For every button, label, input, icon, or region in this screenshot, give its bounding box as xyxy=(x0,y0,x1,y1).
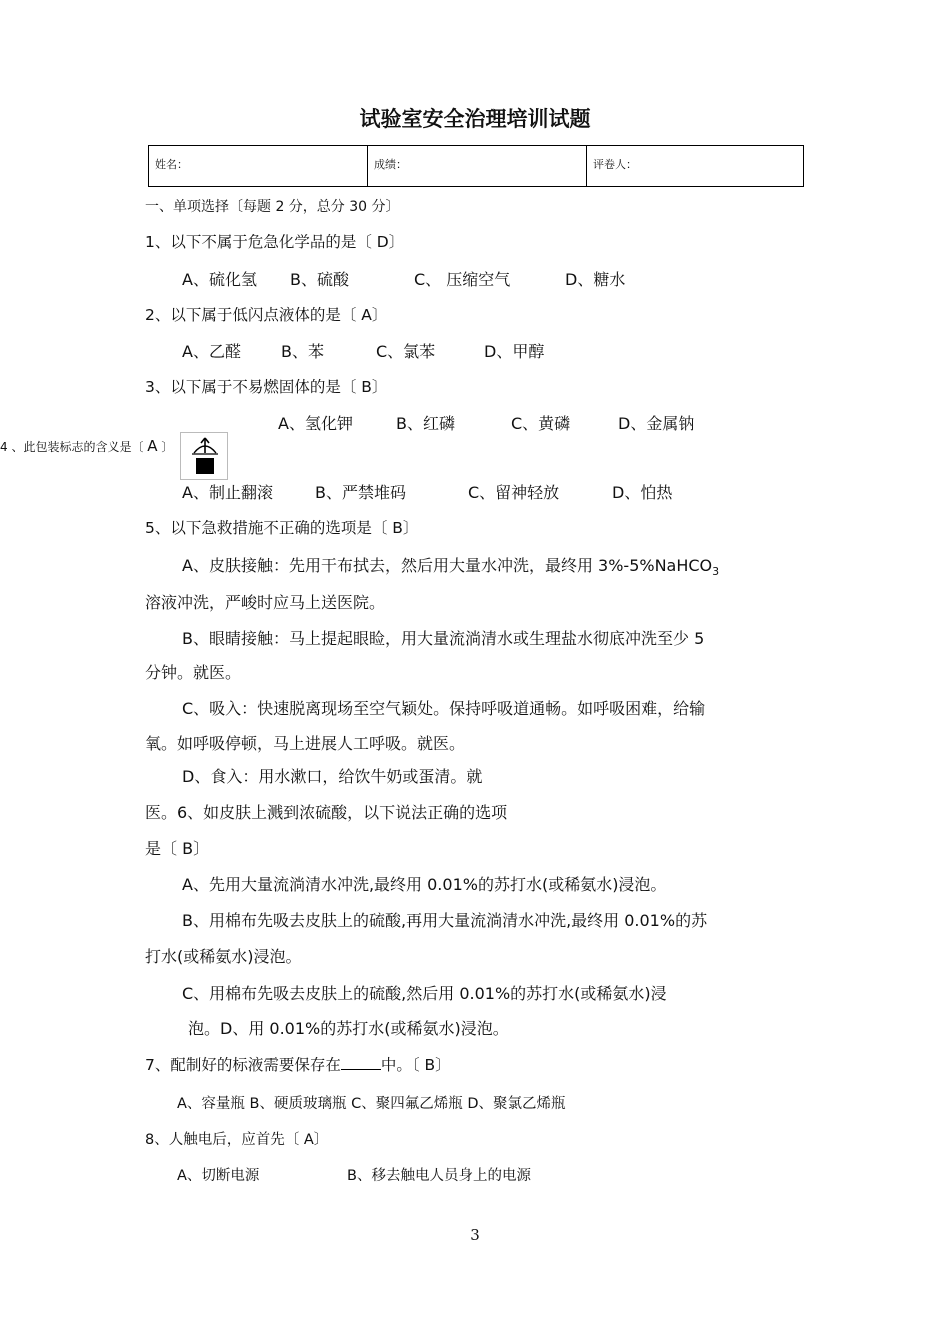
q5-option-a-line2: 溶液冲洗，严峻时应马上送医院。 xyxy=(145,593,386,612)
q5-option-c-line1: C、吸入：快速脱离现场至空气颖处。保持呼吸道通畅。如呼吸困难，给输 xyxy=(182,699,706,718)
q3-option-c: C、黄磷 xyxy=(511,414,571,433)
q4-option-c: C、留神轻放 xyxy=(468,483,560,502)
question-6-tail: 是〔 B〕 xyxy=(145,839,210,858)
q5-option-b-line1: B、眼睛接触：马上提起眼睑，用大量流淌清水或生理盐水彻底冲洗至少 5 xyxy=(182,629,705,648)
section-heading: 一、单项选择〔每题 2 分，总分 30 分〕 xyxy=(145,199,400,215)
q4-answer: A xyxy=(147,437,158,455)
q1-option-c: C、 压缩空气 xyxy=(414,270,511,289)
question-5: 5、以下急救措施不正确的选项是〔 B〕 xyxy=(145,519,419,537)
score-cell: 成绩： xyxy=(368,146,587,187)
page-number: 3 xyxy=(470,1226,480,1244)
q1-option-b: B、硫酸 xyxy=(290,270,349,289)
q4-suffix: 〕 xyxy=(161,440,174,454)
q2-option-a: A、乙醛 xyxy=(182,342,241,361)
q4-option-a: A、制止翻滚 xyxy=(182,483,273,502)
q2-option-c: C、氯苯 xyxy=(376,342,436,361)
answer-blank xyxy=(341,1055,381,1070)
grader-cell: 评卷人： xyxy=(587,146,804,187)
q3-option-a: A、氢化钾 xyxy=(278,414,353,433)
q3-option-d: D、金属钠 xyxy=(618,414,695,433)
q5-option-d-line2: 医。6、如皮肤上溅到浓硫酸，以下说法正确的选项 xyxy=(145,803,508,822)
q4-option-d: D、怕热 xyxy=(612,483,673,502)
q2-option-d: D、甲醇 xyxy=(484,342,545,361)
q1-option-d: D、糖水 xyxy=(565,270,626,289)
q6-option-b-line2: 打水(或稀氨水)浸泡。 xyxy=(145,947,302,966)
question-2: 2、以下属于低闪点液体的是〔 A〕 xyxy=(145,306,388,324)
q6-option-c-line1: C、用棉布先吸去皮肤上的硫酸,然后用 0.01%的苏打水(或稀氨水)浸 xyxy=(182,984,667,1003)
q2-option-b: B、苯 xyxy=(281,342,324,361)
q5-option-b-line2: 分钟。就医。 xyxy=(145,663,242,682)
q4-prefix: 4 、此包装标志的含义是〔 xyxy=(0,440,144,454)
q1-option-a: A、硫化氢 xyxy=(182,270,257,289)
q6-option-a: A、先用大量流淌清水冲洗,最终用 0.01%的苏打水(或稀氨水)浸泡。 xyxy=(182,875,667,894)
question-3: 3、以下属于不易燃固体的是〔 B〕 xyxy=(145,378,388,396)
package-symbol-icon xyxy=(180,432,228,480)
page-title: 试验室安全治理培训试题 xyxy=(359,107,591,131)
q8-option-b: B、移去触电人员身上的电源 xyxy=(347,1168,531,1184)
q4-option-b: B、严禁堆码 xyxy=(315,483,406,502)
q5-option-d-line1: D、食入：用水漱口，给饮牛奶或蛋清。就 xyxy=(182,767,483,786)
q6-option-c-line2: 泡。D、用 0.01%的苏打水(或稀氨水)浸泡。 xyxy=(188,1019,509,1038)
q6-option-b-line1: B、用棉布先吸去皮肤上的硫酸,再用大量流淌清水冲洗,最终用 0.01%的苏 xyxy=(182,911,708,930)
question-1: 1、以下不属于危急化学品的是〔 D〕 xyxy=(145,233,405,251)
q3-option-b: B、红磷 xyxy=(396,414,455,433)
q5-option-a-line1: A、皮肤接触：先用干布拭去，然后用大量水冲洗，最终用 3%-5%NaHCO$_3$ xyxy=(182,556,720,579)
question-8: 8、人触电后，应首先〔 A〕 xyxy=(145,1132,329,1148)
info-table xyxy=(148,145,804,187)
question-7: 7、配制好的标液需要保存在 中。〔 B〕 xyxy=(145,1056,451,1074)
name-cell: 姓名： xyxy=(149,146,368,187)
question-4 xyxy=(0,437,173,455)
q5-option-c-line2: 氧。如呼吸停顿，马上进展人工呼吸。就医。 xyxy=(145,734,466,753)
q8-option-a: A、切断电源 xyxy=(177,1168,260,1184)
q7-options: A、容量瓶 B、硬质玻璃瓶 C、聚四氟乙烯瓶 D、聚氯乙烯瓶 xyxy=(177,1096,566,1112)
